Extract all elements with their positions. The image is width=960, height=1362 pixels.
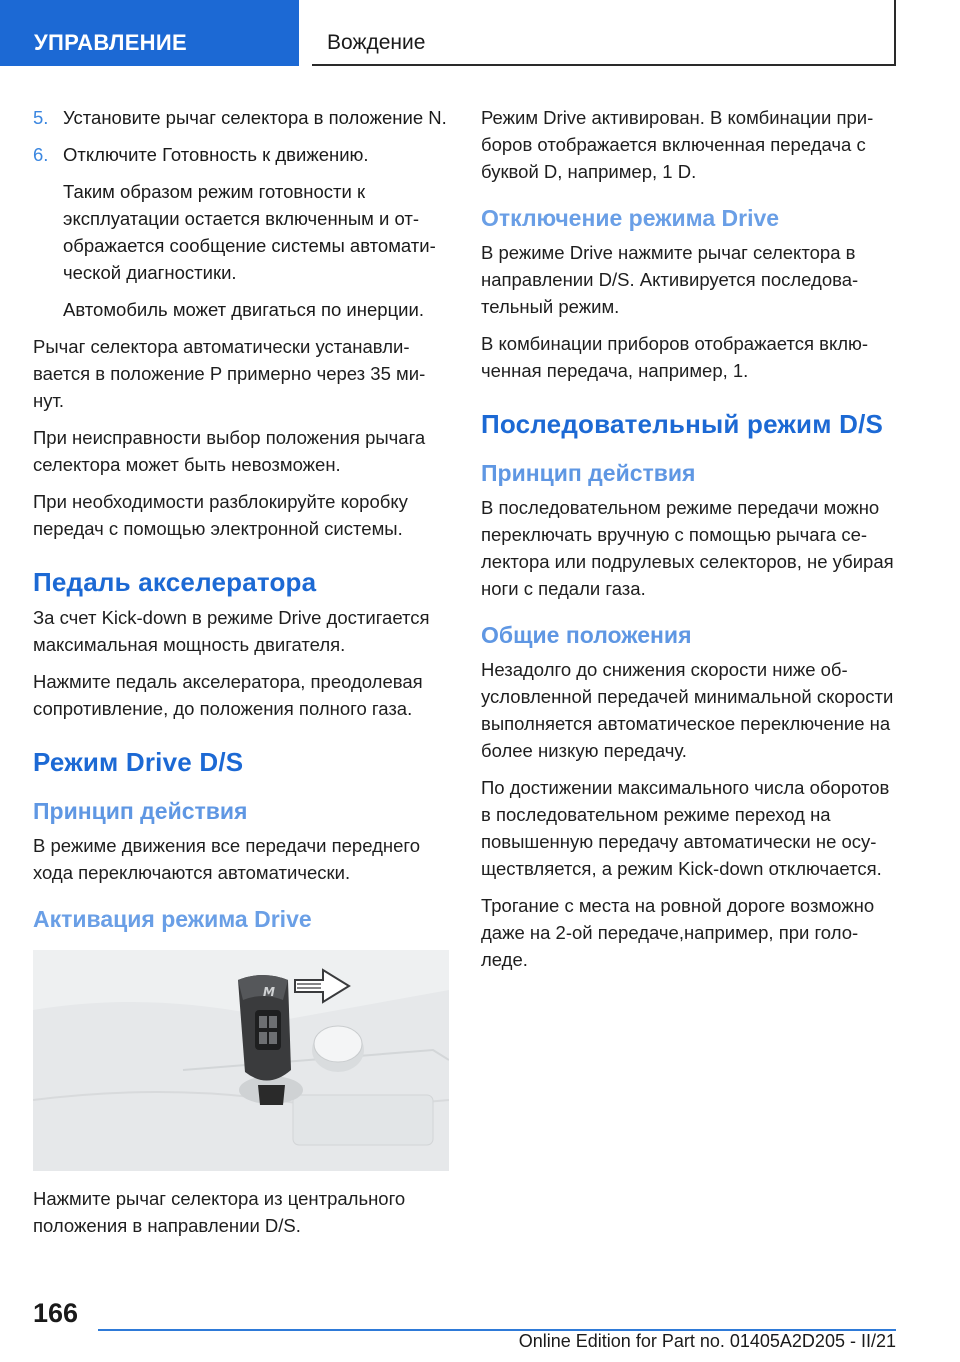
right-column — [481, 104, 897, 983]
heading-principle: Принцип действия — [481, 460, 696, 486]
heading-principle: Принцип действия — [33, 798, 248, 824]
paragraph: В режиме движения все передачи переднего хода переключаются автоматически. — [33, 835, 421, 883]
heading-general: Общие положения — [481, 622, 692, 648]
paragraph: За счет Kick-down в режиме Drive достигается максимальная мощность двигателя. — [33, 607, 430, 655]
paragraph: Трогание с места на ровной дороге возможно даже на 2-ой передаче,например, при гололеде. — [481, 895, 875, 970]
step-number: 5. — [33, 107, 49, 128]
paragraph: В последовательном режиме передачи можно переключать вручную с помощью рычага селектора или подрулевых селекторов, не убирая ноги с педали газа. — [481, 497, 894, 599]
paragraph: В комбинации приборов отображается включенная передача, например, 1. — [481, 333, 869, 381]
step-5 — [33, 104, 449, 131]
paragraph: По достижении максимального числа оборотов в последовательном режиме переход на повышенную передачу автоматически не осуществляется, а режим Kick-down отключается. — [481, 777, 890, 879]
paragraph: Незадолго до снижения скорости ниже обусловленной передачей минимальной скорости выполняется автоматическое переключение на более низкую передачу. — [481, 659, 894, 761]
gear-selector-illustration — [33, 950, 449, 1171]
paragraph: Рычаг селектора автоматически устанавливается в положение P примерно через 35 минут. — [33, 336, 426, 411]
paragraph: В режиме Drive нажмите рычаг селектора в направлении D/S. Активируется последовательный режим. — [481, 242, 859, 317]
heading-accelerator-pedal: Педаль акселератора — [33, 567, 317, 597]
paragraph: При необходимости разблокируйте коробку передач с помощью электронной системы. — [33, 491, 408, 539]
heading-sequential-mode: Последовательный режим D/S — [481, 409, 884, 439]
paragraph: Режим Drive активирован. В комбинации приборов отображается включенная передача с буквой D, например, 1 D. — [481, 107, 874, 182]
heading-activation: Активация режима Drive — [33, 906, 312, 932]
section-tab: УПРАВЛЕНИЕ — [0, 0, 299, 66]
heading-drive-mode: Режим Drive D/S — [33, 747, 244, 777]
gear-selector-drawing — [33, 950, 449, 1171]
left-column — [33, 104, 449, 1249]
page-number: 166 — [33, 1298, 79, 1328]
step-text: Отключите Готовность к движению. — [63, 144, 369, 165]
edition-info: Online Edition for Part no. 01405A2D205 - II/21 — [518, 1331, 896, 1351]
chapter-title: Вождение — [312, 0, 896, 66]
step-6-note: Таким образом режим готовности к эксплуатации остается включенным и отображается сообщение системы автоматической диагностики. — [63, 181, 436, 283]
paragraph: Нажмите педаль акселератора, преодолевая сопротивление, до положения полного газа. — [33, 671, 423, 719]
step-6-note: Автомобиль может двигаться по инерции. — [63, 299, 424, 320]
step-number: 6. — [33, 144, 49, 165]
m-logo: M — [263, 985, 275, 999]
heading-deactivation: Отключение режима Drive — [481, 205, 780, 231]
step-6 — [33, 141, 449, 168]
paragraph: При неисправности выбор положения рычага селектора может быть невозможен. — [33, 427, 426, 475]
figure-caption: Нажмите рычаг селектора из центрального положения в направлении D/S. — [33, 1188, 406, 1236]
step-text: Установите рычаг селектора в положение N. — [63, 107, 447, 128]
